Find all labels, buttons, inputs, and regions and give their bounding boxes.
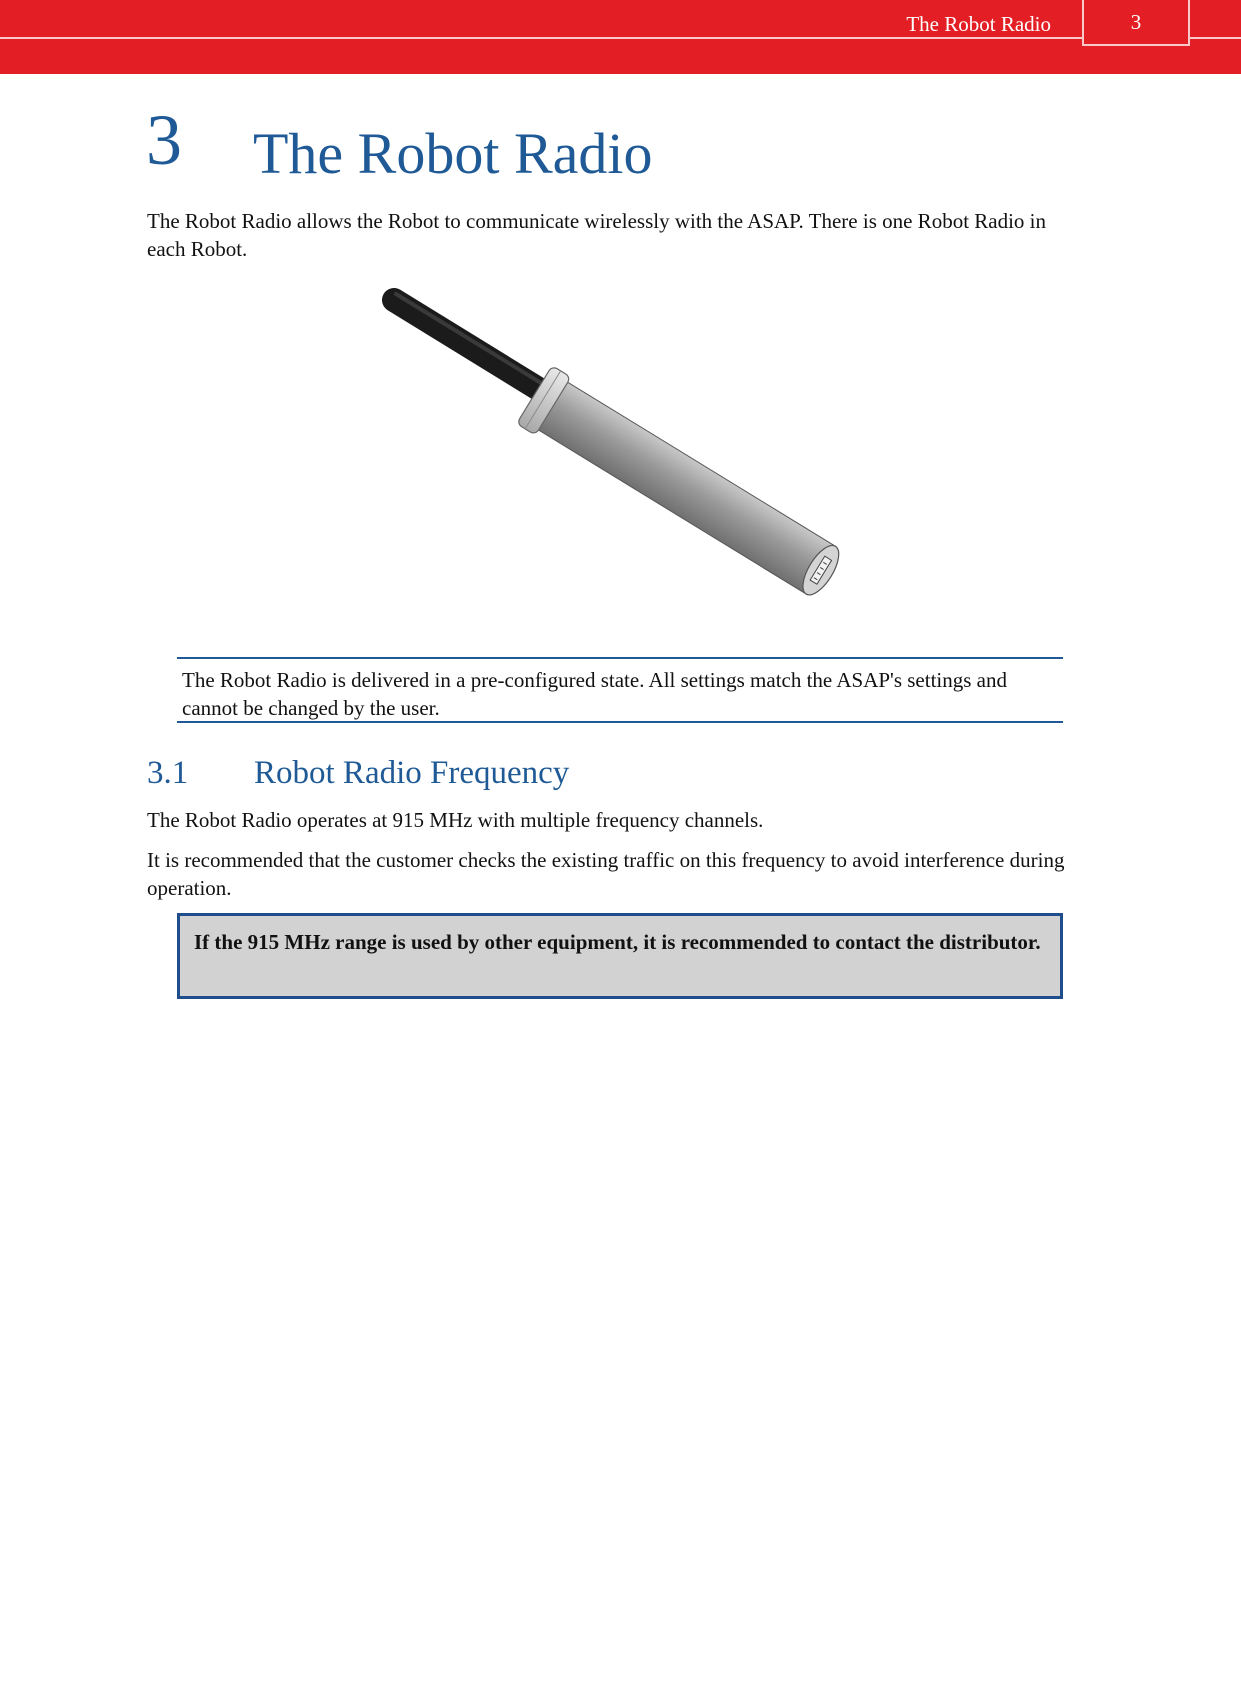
warning-text: If the 915 MHz range is used by other equipment, it is recommended to contact the distributor. (194, 930, 1041, 954)
antenna-cable (394, 300, 550, 396)
page-number: 3 (1130, 9, 1142, 34)
chapter-number: 3 (146, 100, 182, 180)
frequency-paragraph: The Robot Radio operates at 915 MHz with multiple frequency channels. (147, 808, 764, 832)
running-header-title: The Robot Radio (906, 12, 1051, 36)
robot-radio-antenna-illustration (380, 288, 870, 623)
warning-box (177, 913, 1063, 999)
note-box (177, 657, 1063, 723)
chapter-title: The Robot Radio (253, 121, 653, 186)
header-rule (0, 37, 1241, 39)
intro-paragraph: The Robot Radio allows the Robot to communicate wirelessly with the ASAP. There is one Robot Radio in each Robot. (147, 209, 1047, 261)
interference-paragraph: It is recommended that the customer checks the existing traffic on this frequency to avoid interference during operation. (147, 848, 1065, 900)
page-number-box (1082, 0, 1190, 46)
page-header-bar (0, 0, 1241, 74)
section-number: 3.1 (147, 755, 189, 791)
note-text: The Robot Radio is delivered in a pre-configured state. All settings match the ASAP's settings and cannot be changed by the user. (182, 668, 1007, 720)
radio-body (517, 366, 849, 606)
section-title: Robot Radio Frequency (254, 755, 570, 791)
